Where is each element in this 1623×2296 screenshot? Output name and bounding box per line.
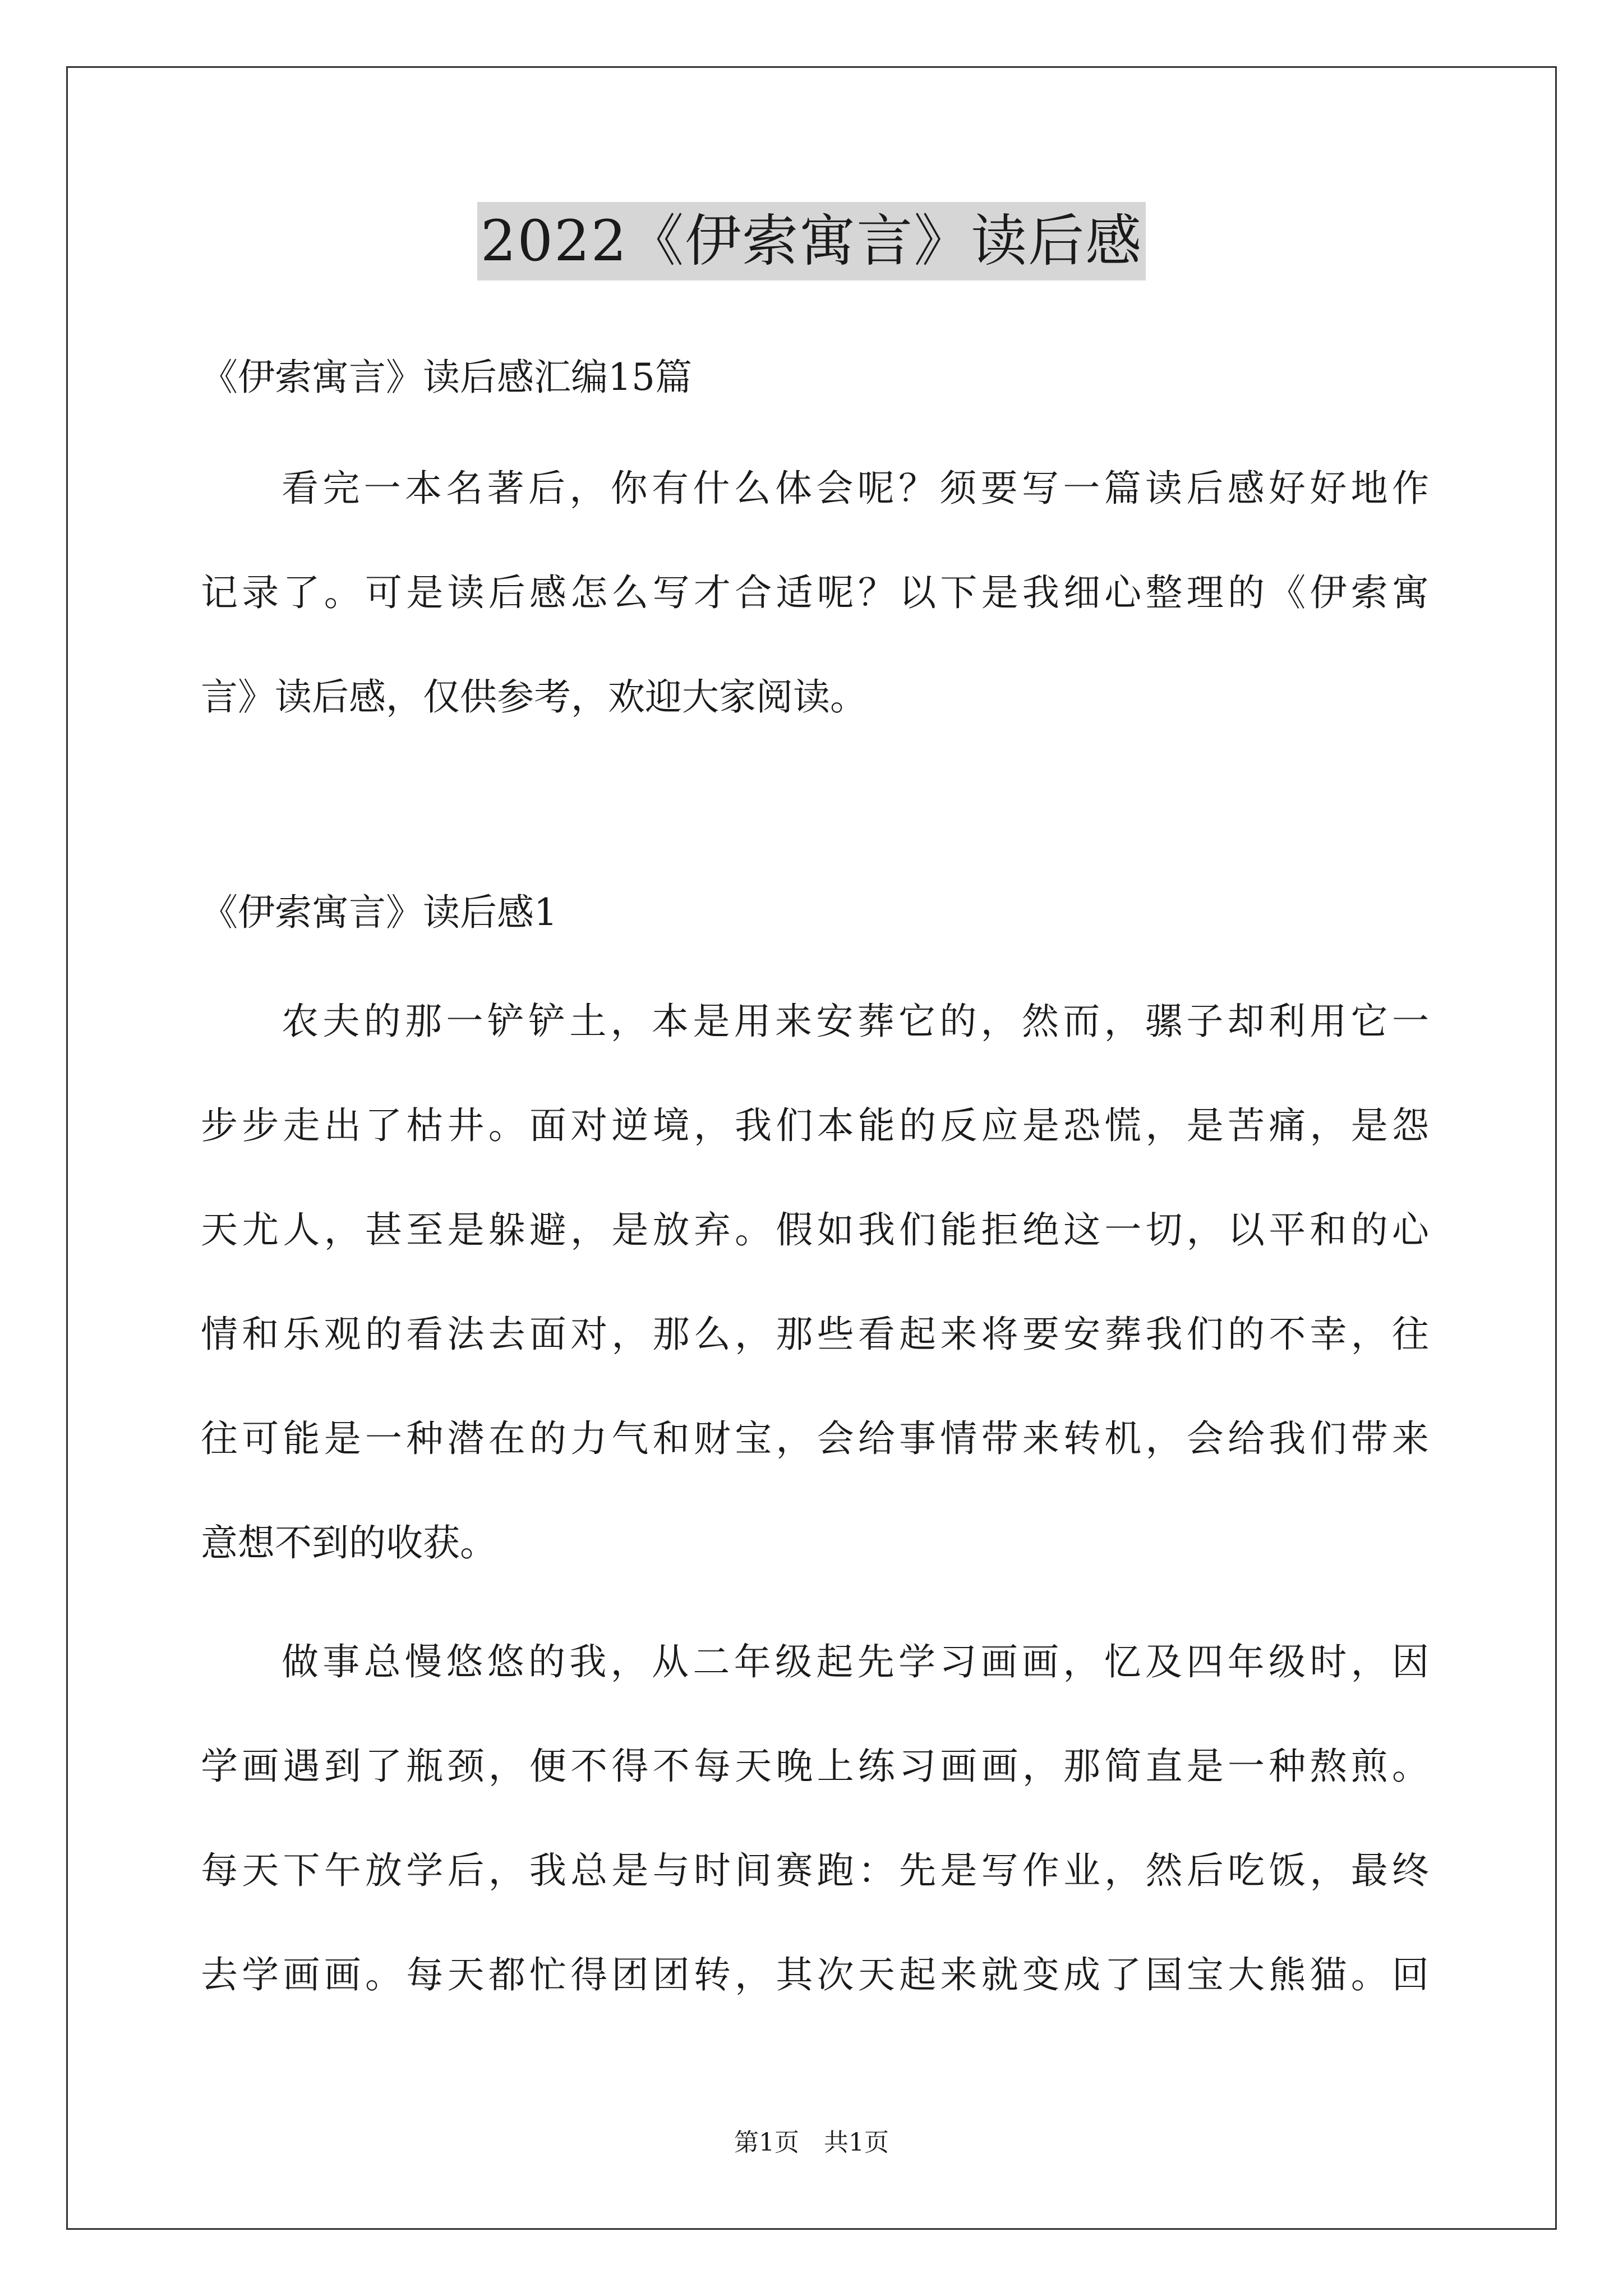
page-footer: 第1页 共1页 [734, 2128, 889, 2157]
intro-line: 看完一本名著后，你有什么体会呢？须要写一篇读后感好好地作 [282, 467, 1429, 510]
section-heading: 《伊索寓言》读后感1 [201, 891, 557, 934]
paragraph-line: 学画遇到了瓶颈，便不得不每天晚上练习画画，那简直是一种熬煎。 [201, 1745, 1429, 1788]
paragraph-line: 每天下午放学后，我总是与时间赛跑：先是写作业，然后吃饭，最终 [201, 1849, 1429, 1892]
collection-heading: 《伊索寓言》读后感汇编15篇 [201, 356, 692, 399]
paragraph-line: 步步走出了枯井。面对逆境，我们本能的反应是恐慌，是苦痛，是怨 [201, 1104, 1429, 1147]
paragraph-line: 天尤人，甚至是躲避，是放弃。假如我们能拒绝这一切，以平和的心 [201, 1208, 1429, 1251]
paragraph-line: 做事总慢悠悠的我，从二年级起先学习画画，忆及四年级时，因 [282, 1640, 1429, 1683]
paragraph-line: 农夫的那一铲铲土，本是用来安葬它的，然而，骡子却利用它一 [282, 1000, 1429, 1043]
paragraph-line: 情和乐观的看法去面对，那么，那些看起来将要安葬我们的不幸，往 [201, 1313, 1429, 1356]
intro-line: 言》读后感，仅供参考，欢迎大家阅读。 [201, 675, 867, 719]
title-container [0, 202, 1623, 280]
paragraph-line: 意想不到的收获。 [201, 1521, 497, 1565]
document-title: 2022《伊索寓言》读后感 [477, 202, 1146, 280]
paragraph-line: 去学画画。每天都忙得团团转，其次天起来就变成了国宝大熊猫。回 [201, 1953, 1429, 1996]
intro-line: 记录了。可是读后感怎么写才合适呢？以下是我细心整理的《伊索寓 [201, 571, 1429, 614]
paragraph-line: 往可能是一种潜在的力气和财宝，会给事情带来转机，会给我们带来 [201, 1417, 1429, 1460]
